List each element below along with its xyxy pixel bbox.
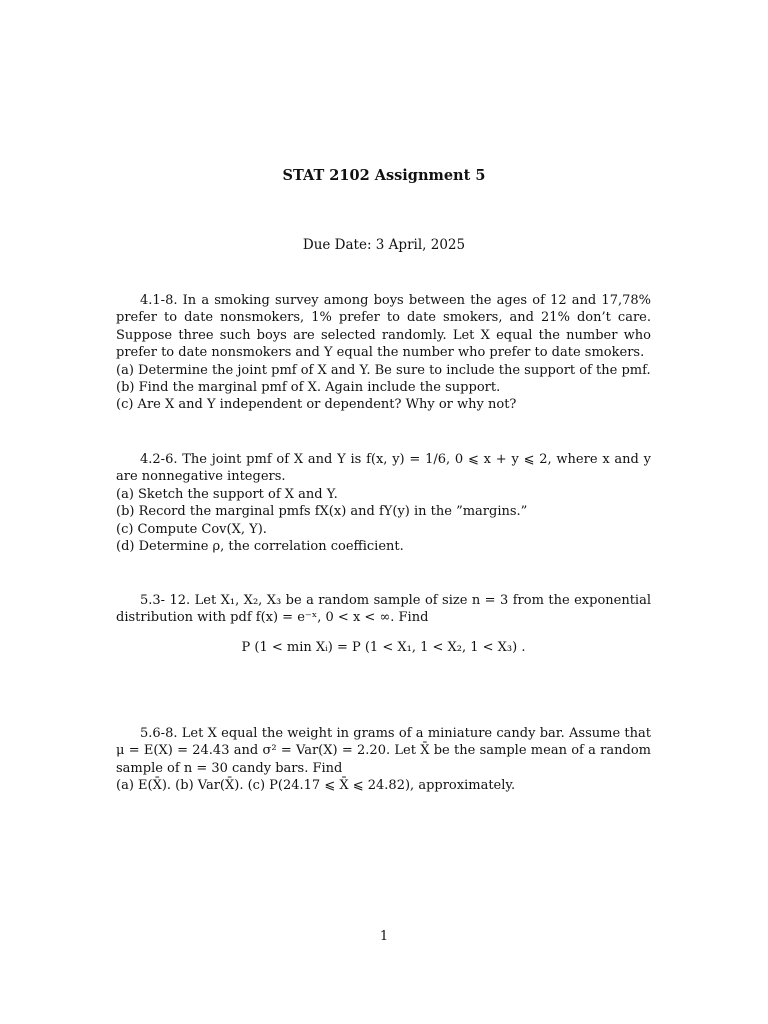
problem-5-6-8 (116, 725, 651, 795)
problem-4-2-6 (116, 451, 651, 555)
page-number: 1 (379, 929, 389, 944)
problem-part-c: (c) Are X and Y independent or dependent? Why or why not? (116, 397, 517, 413)
problem-part-d: (d) Determine ρ, the correlation coefficient. (116, 539, 404, 555)
problem-4-1-8 (116, 292, 651, 414)
problem-statement: 5.3- 12. Let X₁, X₂, X₃ be a random sample of size n = 3 from the exponential distribution with pdf f(x) = e⁻ˣ, 0 < x < ∞. Find (116, 593, 651, 626)
due-date: Due Date: 3 April, 2025 (302, 237, 466, 253)
problem-part-b: (b) Find the marginal pmf of X. Again include the support. (116, 380, 501, 396)
display-equation: P (1 < min Xᵢ) = P (1 < X₁, 1 < X₂, 1 < X₃) . (241, 639, 526, 655)
assignment-title: STAT 2102 Assignment 5 (282, 167, 486, 184)
problem-parts: (a) E(X̄). (b) Var(X̄). (c) P(24.17 ⩽ X̄ ⩽ 24.82), approximately. (116, 778, 516, 794)
problem-part-a: (a) Determine the joint pmf of X and Y. Be sure to include the support of the pmf. (116, 362, 651, 378)
problem-statement: 4.1-8. In a smoking survey among boys between the ages of 12 and 17,78% prefer to date nonsmokers, 1% prefer to date smokers, and 21% don’t care. Suppose three such boys are selected randomly. Let X equal the number who prefer to date nonsmokers and Y equal the number who prefer to date smokers. (116, 293, 651, 361)
problem-statement: 5.6-8. Let X equal the weight in grams of a miniature candy bar. Assume that μ = E(X) = 24.43 and σ² = Var(X) = 2.20. Let X̄ be the sample mean of a random sample of n = 30 candy bars. Find (116, 726, 651, 776)
problem-part-c: (c) Compute Cov(X, Y). (116, 521, 267, 537)
problem-part-a: (a) Sketch the support of X and Y. (116, 486, 338, 502)
problem-5-3-12 (116, 592, 651, 656)
problem-part-b: (b) Record the marginal pmfs fX(x) and fY(y) in the ”margins.” (116, 504, 528, 520)
problem-statement: 4.2-6. The joint pmf of X and Y is f(x, y) = 1/6, 0 ⩽ x + y ⩽ 2, where x and y are nonnegative integers. (116, 452, 651, 485)
